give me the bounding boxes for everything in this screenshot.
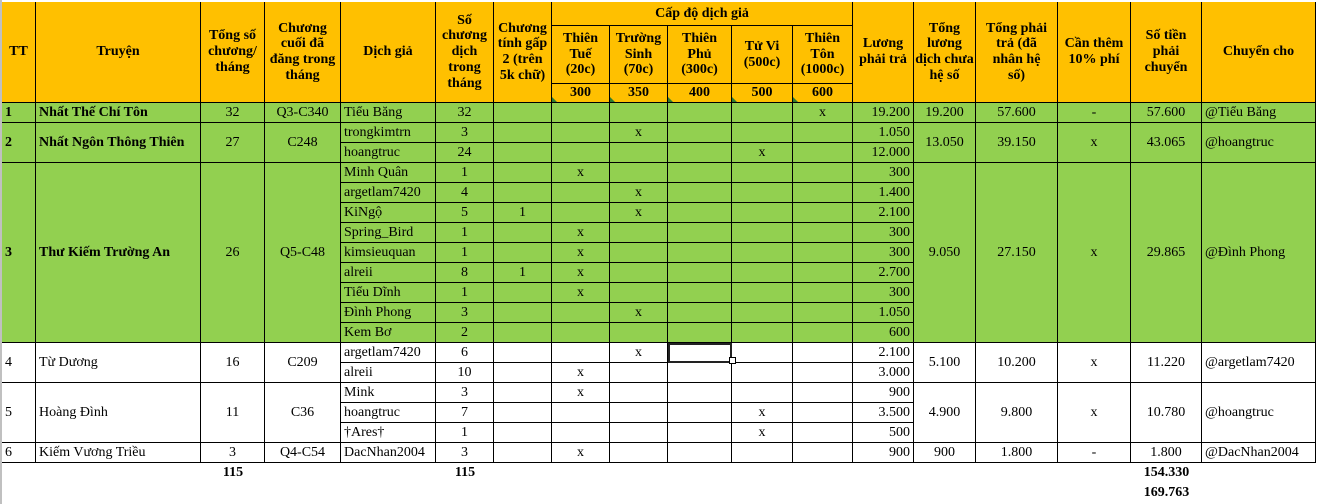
- cell-truyen[interactable]: Thư Kiếm Trường An: [36, 163, 201, 343]
- cell-can-them[interactable]: x: [1058, 123, 1131, 163]
- cell-dich-gia[interactable]: kimsieuquan: [341, 243, 436, 263]
- header-dich-gia[interactable]: Dịch giả: [341, 2, 436, 103]
- cell-tong-so-chuong[interactable]: 27: [201, 123, 265, 163]
- cell-level-thien-ton[interactable]: [793, 343, 853, 363]
- cell-can-them[interactable]: x: [1058, 343, 1131, 383]
- cell-tong-so-chuong[interactable]: 3: [201, 443, 265, 463]
- cell-so-chuong[interactable]: 3: [436, 303, 494, 323]
- cell-level-thien-ton[interactable]: [793, 123, 853, 143]
- cell-level-thien-phu[interactable]: [668, 203, 732, 223]
- cell-can-them[interactable]: x: [1058, 383, 1131, 443]
- cell-chuong-cuoi[interactable]: C36: [265, 383, 341, 443]
- cell-dich-gia[interactable]: KiNgộ: [341, 203, 436, 223]
- cell-level-tu-vi[interactable]: [732, 443, 793, 463]
- cell-luong[interactable]: 19.200: [853, 103, 914, 123]
- cell-chuyen-cho[interactable]: @hoangtruc: [1202, 383, 1316, 443]
- cell-level-thien-tue[interactable]: [552, 143, 610, 163]
- cell-level-thien-ton[interactable]: [793, 323, 853, 343]
- cell-chuyen-cho[interactable]: @Đình Phong: [1202, 163, 1316, 343]
- header-can-them[interactable]: Cần thêm 10% phí: [1058, 2, 1131, 103]
- cell-gap2[interactable]: [494, 363, 552, 383]
- cell-level-thien-phu[interactable]: [668, 143, 732, 163]
- cell-chuyen-cho[interactable]: @argetlam7420: [1202, 343, 1316, 383]
- cell-level-tu-vi[interactable]: [732, 203, 793, 223]
- cell-level-thien-tue[interactable]: [552, 403, 610, 423]
- cell-luong[interactable]: 1.050: [853, 123, 914, 143]
- cell-level-thien-tue[interactable]: [552, 123, 610, 143]
- cell-tt[interactable]: 3: [2, 163, 36, 343]
- cell-level-truong-sinh[interactable]: x: [610, 343, 668, 363]
- cell-level-thien-tue[interactable]: x: [552, 243, 610, 263]
- cell-chuyen-cho[interactable]: @hoangtruc: [1202, 123, 1316, 163]
- cell-level-truong-sinh[interactable]: [610, 143, 668, 163]
- cell-level-thien-ton[interactable]: [793, 223, 853, 243]
- cell-level-tu-vi[interactable]: [732, 123, 793, 143]
- row-header-edge: [0, 0, 2, 504]
- cell-tong-so-chuong[interactable]: 16: [201, 343, 265, 383]
- cell-gap2[interactable]: [494, 123, 552, 143]
- header-chuong-gap2[interactable]: Chương tính gấp 2 (trên 5k chữ): [494, 2, 552, 103]
- cell-dich-gia[interactable]: Spring_Bird: [341, 223, 436, 243]
- cell-level-thien-ton[interactable]: [793, 263, 853, 283]
- cell-level-truong-sinh[interactable]: x: [610, 183, 668, 203]
- header-truyen[interactable]: Truyện: [36, 2, 201, 103]
- cell-truyen[interactable]: Nhất Ngôn Thông Thiên: [36, 123, 201, 163]
- cell-so-tien[interactable]: 43.065: [1131, 123, 1202, 163]
- cell-level-thien-phu[interactable]: [668, 223, 732, 243]
- cell-level-tu-vi[interactable]: [732, 163, 793, 183]
- cell-tong-phai-tra[interactable]: 27.150: [976, 163, 1058, 343]
- cell-dich-gia[interactable]: Minh Quân: [341, 163, 436, 183]
- cell-level-thien-phu[interactable]: [668, 443, 732, 463]
- header-rate-tu-vi[interactable]: 500: [732, 84, 793, 103]
- cell-level-tu-vi[interactable]: [732, 263, 793, 283]
- cell-level-tu-vi[interactable]: [732, 183, 793, 203]
- cell-so-chuong[interactable]: 5: [436, 203, 494, 223]
- cell-chuong-cuoi[interactable]: Q4-C54: [265, 443, 341, 463]
- header-level-thien-phu[interactable]: Thiên Phủ (300c): [668, 26, 732, 84]
- header-tong-phai-tra[interactable]: Tổng phải trả (đã nhân hệ số): [976, 2, 1058, 103]
- cell-so-chuong[interactable]: 2: [436, 323, 494, 343]
- cell-dich-gia[interactable]: argetlam7420: [341, 343, 436, 363]
- cell-level-thien-tue[interactable]: x: [552, 283, 610, 303]
- cell-tt[interactable]: 5: [2, 383, 36, 443]
- cell-level-thien-tue[interactable]: [552, 303, 610, 323]
- cell-so-chuong[interactable]: 8: [436, 263, 494, 283]
- fill-handle[interactable]: [729, 357, 736, 364]
- cell-level-tu-vi[interactable]: [732, 303, 793, 323]
- cell-level-truong-sinh[interactable]: [610, 223, 668, 243]
- cell-tong-luong[interactable]: 9.050: [914, 163, 976, 343]
- cell-level-thien-phu[interactable]: [668, 103, 732, 123]
- header-so-tien[interactable]: Số tiền phải chuyển: [1131, 2, 1202, 103]
- cell-level-thien-phu[interactable]: [668, 423, 732, 443]
- cell-dich-gia[interactable]: trongkimtrn: [341, 123, 436, 143]
- cell-level-tu-vi[interactable]: [732, 283, 793, 303]
- cell-tt[interactable]: 6: [2, 443, 36, 463]
- cell-chuyen-cho[interactable]: @DacNhan2004: [1202, 443, 1316, 463]
- cell-level-thien-phu[interactable]: [668, 383, 732, 403]
- cell-so-tien[interactable]: 1.800: [1131, 443, 1202, 463]
- cell-gap2[interactable]: [494, 143, 552, 163]
- cell-level-thien-tue[interactable]: x: [552, 383, 610, 403]
- cell-tong-phai-tra[interactable]: 57.600: [976, 103, 1058, 123]
- cell-chuong-cuoi[interactable]: Q5-C48: [265, 163, 341, 343]
- cell-so-chuong[interactable]: 6: [436, 343, 494, 363]
- header-rate-thien-tue[interactable]: 300: [552, 84, 610, 103]
- cell-dich-gia[interactable]: Tiểu Băng: [341, 103, 436, 123]
- cell-dich-gia[interactable]: Đình Phong: [341, 303, 436, 323]
- header-level-tu-vi[interactable]: Tử Vi (500c): [732, 26, 793, 84]
- cell-gap2[interactable]: [494, 443, 552, 463]
- cell-level-truong-sinh[interactable]: [610, 103, 668, 123]
- cell-so-chuong[interactable]: 3: [436, 383, 494, 403]
- cell-level-thien-phu[interactable]: [668, 263, 732, 283]
- cell-luong[interactable]: 2.100: [853, 343, 914, 363]
- cell-chuong-cuoi[interactable]: Q3-C340: [265, 103, 341, 123]
- cell-so-chuong[interactable]: 3: [436, 123, 494, 143]
- cell-level-thien-tue[interactable]: x: [552, 163, 610, 183]
- header-cap-do-dich-gia[interactable]: Cấp độ dịch giả: [552, 2, 853, 26]
- cell-dich-gia[interactable]: DacNhan2004: [341, 443, 436, 463]
- cell-level-thien-ton[interactable]: x: [793, 103, 853, 123]
- cell-level-thien-ton[interactable]: [793, 243, 853, 263]
- cell-level-truong-sinh[interactable]: [610, 423, 668, 443]
- cell-level-thien-ton[interactable]: [793, 383, 853, 403]
- cell-gap2[interactable]: [494, 243, 552, 263]
- cell-level-tu-vi[interactable]: [732, 103, 793, 123]
- cell-level-thien-phu[interactable]: [668, 323, 732, 343]
- cell-luong[interactable]: 300: [853, 223, 914, 243]
- cell-level-truong-sinh[interactable]: [610, 363, 668, 383]
- cell-gap2[interactable]: [494, 343, 552, 363]
- cell-tong-phai-tra[interactable]: 9.800: [976, 383, 1058, 443]
- cell-tong-so-chuong[interactable]: 32: [201, 103, 265, 123]
- header-chuyen-cho[interactable]: Chuyển cho: [1202, 2, 1316, 103]
- total-so-chuong-dich[interactable]: 115: [436, 463, 494, 483]
- cell-level-thien-phu[interactable]: [668, 363, 732, 383]
- cell-level-thien-ton[interactable]: [793, 403, 853, 423]
- cell-so-tien[interactable]: 29.865: [1131, 163, 1202, 343]
- cell-luong[interactable]: 3.000: [853, 363, 914, 383]
- header-rate-thien-phu[interactable]: 400: [668, 84, 732, 103]
- cell-level-tu-vi[interactable]: [732, 383, 793, 403]
- cell-level-truong-sinh[interactable]: x: [610, 123, 668, 143]
- cell-level-truong-sinh[interactable]: x: [610, 303, 668, 323]
- cell-truyen[interactable]: Từ Dương: [36, 343, 201, 383]
- cell-luong[interactable]: 2.100: [853, 203, 914, 223]
- cell-gap2[interactable]: [494, 323, 552, 343]
- cell-chuyen-cho[interactable]: @Tiểu Băng: [1202, 103, 1316, 123]
- cell-truyen[interactable]: Kiếm Vương Triều: [36, 443, 201, 463]
- cell-dich-gia[interactable]: argetlam7420: [341, 183, 436, 203]
- cell-tong-luong[interactable]: 4.900: [914, 383, 976, 443]
- cell-tt[interactable]: 2: [2, 123, 36, 163]
- cell-dich-gia[interactable]: Kem Bơ: [341, 323, 436, 343]
- cell-so-chuong[interactable]: 3: [436, 443, 494, 463]
- cell-so-chuong[interactable]: 24: [436, 143, 494, 163]
- cell-level-thien-phu[interactable]: [668, 123, 732, 143]
- cell-so-chuong[interactable]: 32: [436, 103, 494, 123]
- cell-chuong-cuoi[interactable]: C209: [265, 343, 341, 383]
- cell-tong-so-chuong[interactable]: 26: [201, 163, 265, 343]
- cell-level-thien-tue[interactable]: x: [552, 363, 610, 383]
- cell-level-thien-ton[interactable]: [793, 443, 853, 463]
- cell-gap2[interactable]: 1: [494, 263, 552, 283]
- cell-tong-luong[interactable]: 900: [914, 443, 976, 463]
- cell-can-them[interactable]: -: [1058, 443, 1131, 463]
- cell-level-thien-phu[interactable]: [668, 303, 732, 323]
- cell-gap2[interactable]: [494, 403, 552, 423]
- cell-luong[interactable]: 600: [853, 323, 914, 343]
- cell-dich-gia[interactable]: Mink: [341, 383, 436, 403]
- cell-luong[interactable]: 900: [853, 443, 914, 463]
- cell-level-thien-phu[interactable]: [668, 243, 732, 263]
- cell-level-thien-tue[interactable]: [552, 423, 610, 443]
- cell-gap2[interactable]: [494, 423, 552, 443]
- cell-level-truong-sinh[interactable]: [610, 243, 668, 263]
- cell-so-tien[interactable]: 10.780: [1131, 383, 1202, 443]
- cell-level-tu-vi[interactable]: [732, 343, 793, 363]
- cell-gap2[interactable]: [494, 283, 552, 303]
- cell-level-thien-tue[interactable]: x: [552, 223, 610, 243]
- cell-level-truong-sinh[interactable]: [610, 263, 668, 283]
- cell-level-tu-vi[interactable]: x: [732, 143, 793, 163]
- cell-so-chuong[interactable]: 1: [436, 243, 494, 263]
- cell-gap2[interactable]: [494, 163, 552, 183]
- header-level-thien-tue[interactable]: Thiên Tuế (20c): [552, 26, 610, 84]
- total-tong-so-chuong[interactable]: 115: [201, 463, 265, 483]
- cell-so-tien[interactable]: 57.600: [1131, 103, 1202, 123]
- cell-luong[interactable]: 12.000: [853, 143, 914, 163]
- header-chuong-cuoi[interactable]: Chương cuối đã đăng trong tháng: [265, 2, 341, 103]
- cell-level-thien-tue[interactable]: [552, 183, 610, 203]
- cell-level-truong-sinh[interactable]: [610, 163, 668, 183]
- header-so-chuong-dich[interactable]: Số chương dịch trong tháng: [436, 2, 494, 103]
- cell-level-tu-vi[interactable]: [732, 363, 793, 383]
- cell-level-thien-phu[interactable]: [668, 403, 732, 423]
- cell-level-thien-phu[interactable]: [668, 343, 732, 363]
- cell-level-tu-vi[interactable]: [732, 243, 793, 263]
- cell-level-thien-ton[interactable]: [793, 203, 853, 223]
- cell-level-thien-ton[interactable]: [793, 303, 853, 323]
- cell-tt[interactable]: 1: [2, 103, 36, 123]
- cell-level-truong-sinh[interactable]: [610, 323, 668, 343]
- cell-level-truong-sinh[interactable]: [610, 283, 668, 303]
- cell-level-tu-vi[interactable]: x: [732, 423, 793, 443]
- header-level-truong-sinh[interactable]: Trường Sinh (70c): [610, 26, 668, 84]
- cell-tong-phai-tra[interactable]: 1.800: [976, 443, 1058, 463]
- cell-luong[interactable]: 900: [853, 383, 914, 403]
- cell-so-chuong[interactable]: 4: [436, 183, 494, 203]
- cell-level-thien-ton[interactable]: [793, 423, 853, 443]
- cell-so-chuong[interactable]: 1: [436, 163, 494, 183]
- cell-level-truong-sinh[interactable]: [610, 383, 668, 403]
- cell-gap2[interactable]: [494, 183, 552, 203]
- cell-can-them[interactable]: -: [1058, 103, 1131, 123]
- header-level-thien-ton[interactable]: Thiên Tôn (1000c): [793, 26, 853, 84]
- cell-luong[interactable]: 1.400: [853, 183, 914, 203]
- cell-gap2[interactable]: [494, 383, 552, 403]
- cell-so-chuong[interactable]: 10: [436, 363, 494, 383]
- cell-truyen[interactable]: Hoàng Đình: [36, 383, 201, 443]
- cell-dich-gia[interactable]: hoangtruc: [341, 143, 436, 163]
- cell-luong[interactable]: 2.700: [853, 263, 914, 283]
- cell-level-thien-ton[interactable]: [793, 183, 853, 203]
- cell-so-chuong[interactable]: 1: [436, 423, 494, 443]
- cell-gap2[interactable]: 1: [494, 203, 552, 223]
- cell-level-thien-ton[interactable]: [793, 143, 853, 163]
- cell-level-thien-ton[interactable]: [793, 363, 853, 383]
- cell-level-thien-phu[interactable]: [668, 283, 732, 303]
- header-tong-so-chuong[interactable]: Tổng số chương/ tháng: [201, 2, 265, 103]
- cell-dich-gia[interactable]: †Ares†: [341, 423, 436, 443]
- cell-so-chuong[interactable]: 1: [436, 283, 494, 303]
- cell-level-tu-vi[interactable]: [732, 223, 793, 243]
- cell-level-tu-vi[interactable]: [732, 323, 793, 343]
- header-tong-luong[interactable]: Tổng lương dịch chưa hệ số: [914, 2, 976, 103]
- cell-level-thien-ton[interactable]: [793, 283, 853, 303]
- cell-so-chuong[interactable]: 1: [436, 223, 494, 243]
- cell-luong[interactable]: 300: [853, 283, 914, 303]
- cell-level-thien-tue[interactable]: x: [552, 263, 610, 283]
- cell-level-truong-sinh[interactable]: [610, 443, 668, 463]
- cell-tong-phai-tra[interactable]: 10.200: [976, 343, 1058, 383]
- cell-luong[interactable]: 300: [853, 243, 914, 263]
- cell-luong[interactable]: 500: [853, 423, 914, 443]
- cell-tong-luong[interactable]: 5.100: [914, 343, 976, 383]
- cell-level-thien-phu[interactable]: [668, 163, 732, 183]
- cell-dich-gia[interactable]: hoangtruc: [341, 403, 436, 423]
- header-rate-thien-ton[interactable]: 600: [793, 84, 853, 103]
- cell-tong-phai-tra[interactable]: 39.150: [976, 123, 1058, 163]
- cell-tong-so-chuong[interactable]: 11: [201, 383, 265, 443]
- cell-level-truong-sinh[interactable]: [610, 403, 668, 423]
- cell-truyen[interactable]: Nhất Thế Chí Tôn: [36, 103, 201, 123]
- cell-can-them[interactable]: x: [1058, 163, 1131, 343]
- cell-level-tu-vi[interactable]: x: [732, 403, 793, 423]
- cell-tong-luong[interactable]: 13.050: [914, 123, 976, 163]
- cell-so-tien[interactable]: 11.220: [1131, 343, 1202, 383]
- cell-luong[interactable]: 1.050: [853, 303, 914, 323]
- cell-gap2[interactable]: [494, 223, 552, 243]
- cell-level-truong-sinh[interactable]: x: [610, 203, 668, 223]
- cell-dich-gia[interactable]: Tiểu Dĩnh: [341, 283, 436, 303]
- cell-level-thien-tue[interactable]: [552, 103, 610, 123]
- cell-dich-gia[interactable]: alreii: [341, 363, 436, 383]
- cell-so-chuong[interactable]: 7: [436, 403, 494, 423]
- cell-tong-luong[interactable]: 19.200: [914, 103, 976, 123]
- cell-level-thien-tue[interactable]: [552, 323, 610, 343]
- cell-level-thien-tue[interactable]: [552, 343, 610, 363]
- cell-level-thien-tue[interactable]: x: [552, 443, 610, 463]
- cell-level-thien-tue[interactable]: [552, 203, 610, 223]
- header-luong-phai-tra[interactable]: Lương phải trả: [853, 2, 914, 103]
- cell-dich-gia[interactable]: alreii: [341, 263, 436, 283]
- total-so-tien-2[interactable]: 169.763: [1131, 483, 1202, 503]
- cell-tt[interactable]: 4: [2, 343, 36, 383]
- cell-luong[interactable]: 300: [853, 163, 914, 183]
- cell-level-thien-phu[interactable]: [668, 183, 732, 203]
- cell-luong[interactable]: 3.500: [853, 403, 914, 423]
- total-so-tien-1[interactable]: 154.330: [1131, 463, 1202, 483]
- header-rate-truong-sinh[interactable]: 350: [610, 84, 668, 103]
- cell-gap2[interactable]: [494, 103, 552, 123]
- header-tt[interactable]: TT: [2, 2, 36, 103]
- cell-gap2[interactable]: [494, 303, 552, 323]
- cell-level-thien-ton[interactable]: [793, 163, 853, 183]
- cell-chuong-cuoi[interactable]: C248: [265, 123, 341, 163]
